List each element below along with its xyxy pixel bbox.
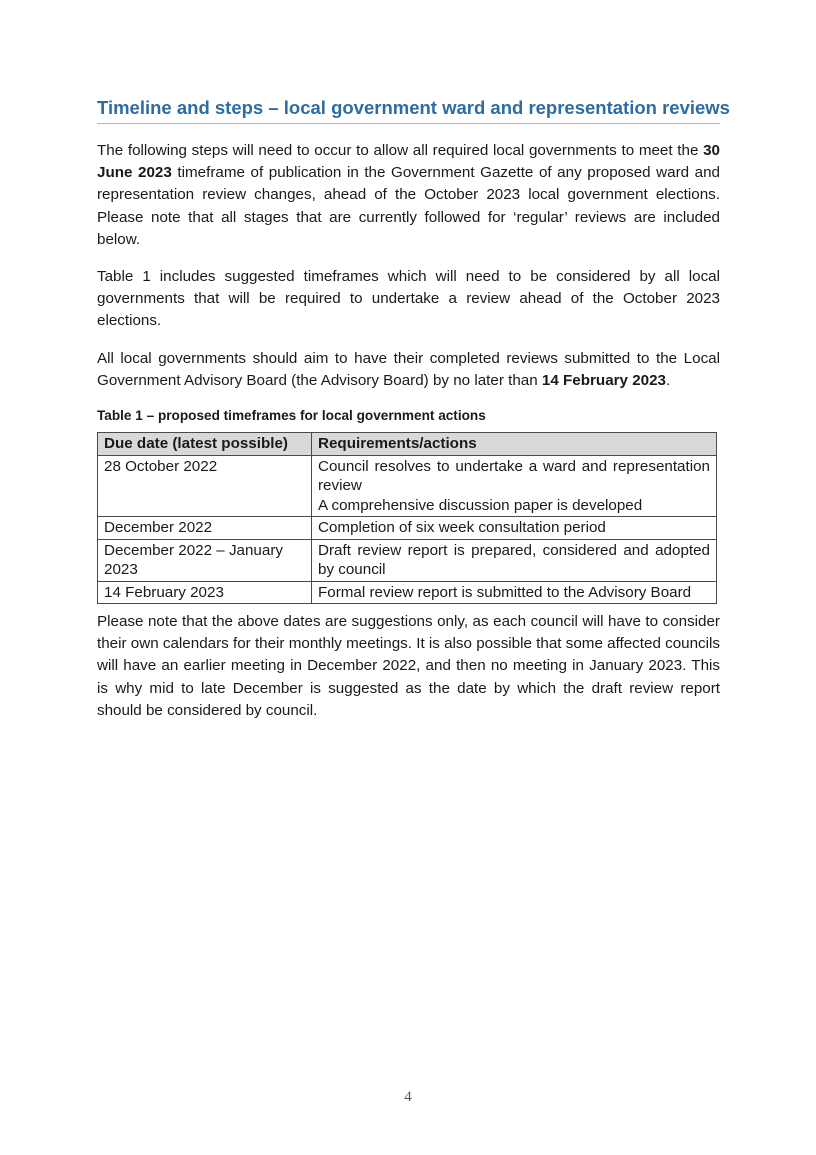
intro-paragraph (97, 140, 720, 251)
table-row (98, 455, 717, 517)
header-due-date: Due date (latest possible) (98, 433, 312, 456)
timeframes-table (97, 432, 717, 604)
table-row (98, 581, 717, 604)
row-actions (312, 455, 717, 517)
page-number: 4 (404, 1089, 412, 1105)
row-actions (312, 539, 717, 581)
header-requirements: Requirements/actions (312, 433, 717, 456)
row-date: December 2022 (98, 517, 312, 540)
document-page (97, 96, 730, 722)
row-date: 28 October 2022 (98, 455, 312, 517)
table-row (98, 517, 717, 540)
table-caption: Table 1 – proposed timeframes for local government actions (97, 408, 486, 424)
action-item: Draft review report is prepared, considered and adopted by council (318, 541, 710, 579)
row-date: 14 February 2023 (98, 581, 312, 604)
submission-deadline: 14 February 2023 (541, 371, 667, 389)
table-intro-paragraph: Table 1 includes suggested timeframes which will need to be considered by all local governments that will be required to undertake a review ahead of the October 2023 elections. (97, 268, 720, 330)
intro-text-start: The following steps will need to occur to allow all required local governments to meet the (97, 142, 704, 159)
action-item: Formal review report is submitted to the Advisory Board (318, 583, 692, 601)
deadline-date: 30 June 2023 (97, 142, 720, 182)
action-item: Completion of six week consultation period (318, 519, 606, 537)
submission-paragraph (97, 348, 720, 392)
table-header-row (98, 433, 717, 456)
row-date: December 2022 – January 2023 (98, 539, 312, 581)
submission-text-end: . (666, 371, 671, 389)
section-heading: Timeline and steps – local government ward and representation reviews (97, 96, 720, 124)
row-actions (312, 581, 717, 604)
notes-paragraph: Please note that the above dates are suggestions only, as each council will have to consider their own calendars for their monthly meetings. It is also possible that some affected councils will have an earlier meeting in December 2022, and then no meeting in January 2023. This is why mid to late December is suggested as the date by which the draft review report should be considered by council. (97, 613, 720, 719)
row-actions (312, 517, 717, 540)
action-item: Council resolves to undertake a ward and representation review (318, 457, 710, 495)
action-item: A comprehensive discussion paper is developed (318, 496, 643, 514)
table-row (98, 539, 717, 581)
intro-text-end: timeframe of publication in the Government Gazette of any proposed ward and representation review changes, ahead of the October 2023 local government elections. Please note that all stages that are currently followed for ‘regular’ reviews are included below. (97, 164, 720, 248)
submission-text-start: All local governments should aim to have their completed reviews submitted to the Local Government Advisory Board (the Advisory Board) by no later than (97, 349, 720, 389)
